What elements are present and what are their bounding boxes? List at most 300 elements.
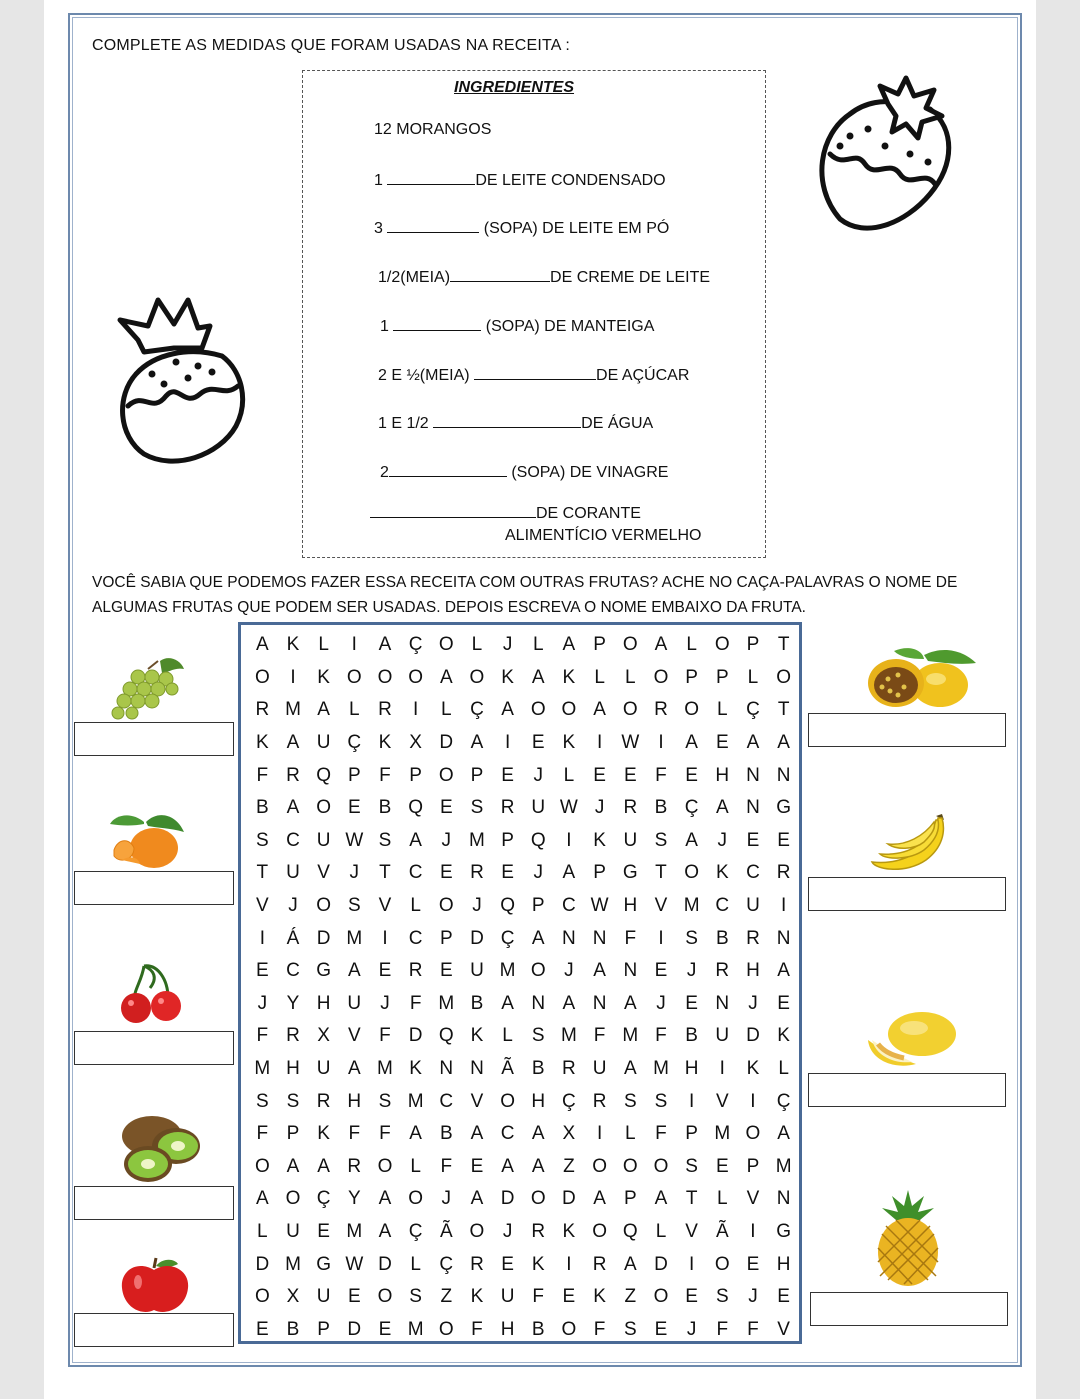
word-search-letter[interactable]: J bbox=[502, 1220, 513, 1242]
word-search-letter[interactable]: L bbox=[502, 1025, 513, 1047]
word-search-letter[interactable]: F bbox=[348, 1123, 361, 1145]
word-search-letter[interactable]: O bbox=[653, 1155, 669, 1177]
word-search-letter[interactable]: S bbox=[470, 797, 484, 819]
word-search-letter[interactable]: H bbox=[715, 764, 730, 786]
word-search-letter[interactable]: B bbox=[286, 1318, 300, 1340]
word-search-letter[interactable]: E bbox=[470, 1155, 484, 1177]
word-search-letter[interactable]: A bbox=[593, 1188, 606, 1210]
word-search-letter[interactable]: X bbox=[562, 1123, 576, 1145]
word-search-letter[interactable]: P bbox=[593, 634, 606, 656]
word-search-letter[interactable]: J bbox=[472, 895, 482, 917]
word-search-letter[interactable]: L bbox=[440, 699, 452, 721]
word-search-letter[interactable]: N bbox=[715, 992, 730, 1014]
word-search-letter[interactable]: S bbox=[715, 1286, 729, 1308]
word-search-letter[interactable]: Q bbox=[438, 1025, 454, 1047]
word-search-letter[interactable]: J bbox=[594, 797, 605, 819]
word-search-letter[interactable]: U bbox=[316, 829, 331, 851]
word-search-letter[interactable]: T bbox=[777, 699, 790, 721]
word-search-letter[interactable]: A bbox=[654, 1188, 668, 1210]
word-search-letter[interactable]: J bbox=[717, 829, 728, 851]
word-search-letter[interactable]: B bbox=[654, 797, 668, 819]
word-search-letter[interactable]: K bbox=[531, 1253, 545, 1275]
word-search-letter[interactable]: P bbox=[746, 1155, 760, 1177]
word-search-letter[interactable]: I bbox=[596, 732, 603, 754]
word-search-letter[interactable]: S bbox=[255, 829, 269, 851]
word-search-letter[interactable]: O bbox=[408, 666, 424, 688]
word-search-letter[interactable]: O bbox=[653, 1286, 669, 1308]
word-search-letter[interactable]: H bbox=[286, 1058, 300, 1080]
word-search-letter[interactable]: A bbox=[378, 1220, 392, 1242]
word-search-letter[interactable]: H bbox=[776, 1253, 791, 1275]
word-search-letter[interactable]: I bbox=[719, 1058, 725, 1080]
word-search-letter[interactable]: S bbox=[347, 895, 361, 917]
word-search-letter[interactable]: V bbox=[347, 1025, 361, 1047]
word-search-letter[interactable]: J bbox=[656, 992, 666, 1014]
word-search-letter[interactable]: Y bbox=[347, 1188, 361, 1210]
word-search-letter[interactable]: E bbox=[654, 960, 668, 982]
word-search-letter[interactable]: E bbox=[347, 797, 361, 819]
word-search-letter[interactable]: F bbox=[624, 927, 637, 949]
word-search-letter[interactable]: Q bbox=[530, 829, 546, 851]
word-search-letter[interactable]: R bbox=[623, 797, 638, 819]
word-search-letter[interactable]: A bbox=[562, 862, 576, 884]
word-search-letter[interactable]: O bbox=[469, 1220, 485, 1242]
word-search-letter[interactable]: L bbox=[655, 1220, 667, 1242]
word-search-letter[interactable]: O bbox=[776, 666, 792, 688]
word-search-letter[interactable]: M bbox=[285, 1253, 301, 1275]
word-search-letter[interactable]: F bbox=[256, 1123, 269, 1145]
word-search-letter[interactable]: P bbox=[685, 1123, 698, 1145]
word-search-letter[interactable]: W bbox=[559, 797, 578, 819]
word-search-letter[interactable]: J bbox=[686, 960, 697, 982]
word-search-letter[interactable]: R bbox=[531, 1220, 546, 1242]
answer-box-apple[interactable] bbox=[74, 1313, 234, 1347]
word-search-letter[interactable]: A bbox=[531, 1155, 545, 1177]
word-search-letter[interactable]: P bbox=[409, 764, 422, 786]
word-search-letter[interactable]: R bbox=[378, 699, 392, 721]
word-search-letter[interactable]: M bbox=[377, 1058, 393, 1080]
word-search-letter[interactable]: A bbox=[286, 1155, 300, 1177]
word-search-letter[interactable]: E bbox=[777, 829, 790, 851]
word-search-letter[interactable]: X bbox=[409, 732, 422, 754]
word-search-letter[interactable]: S bbox=[623, 1318, 637, 1340]
word-search-letter[interactable]: Y bbox=[286, 992, 300, 1014]
word-search-letter[interactable]: Z bbox=[563, 1155, 575, 1177]
word-search-letter[interactable]: O bbox=[714, 634, 730, 656]
word-search-letter[interactable]: N bbox=[439, 1058, 454, 1080]
word-search-letter[interactable]: F bbox=[655, 764, 667, 786]
word-search-letter[interactable]: O bbox=[438, 1318, 454, 1340]
word-search-letter[interactable]: A bbox=[777, 732, 790, 754]
word-search-letter[interactable]: G bbox=[622, 862, 638, 884]
word-search-letter[interactable]: D bbox=[500, 1188, 515, 1210]
word-search-letter[interactable]: K bbox=[715, 862, 729, 884]
word-search-letter[interactable]: O bbox=[714, 1253, 730, 1275]
word-search-letter[interactable]: A bbox=[470, 732, 484, 754]
answer-box-melon[interactable] bbox=[808, 1073, 1006, 1107]
word-search-letter[interactable]: F bbox=[655, 1123, 667, 1145]
word-search-letter[interactable]: Ã bbox=[439, 1220, 453, 1242]
word-search-letter[interactable]: A bbox=[255, 634, 269, 656]
word-search-letter[interactable]: I bbox=[750, 1220, 756, 1242]
word-search-letter[interactable]: O bbox=[316, 797, 332, 819]
word-search-letter[interactable]: E bbox=[347, 1286, 361, 1308]
word-search-letter[interactable]: A bbox=[501, 699, 514, 721]
word-search-letter[interactable]: M bbox=[438, 992, 455, 1014]
word-search-letter[interactable]: Z bbox=[624, 1286, 637, 1308]
word-search-letter[interactable]: E bbox=[746, 829, 760, 851]
word-search-letter[interactable]: O bbox=[622, 699, 638, 721]
word-search-letter[interactable]: Ç bbox=[316, 1188, 331, 1210]
word-search-letter[interactable]: A bbox=[531, 1123, 545, 1145]
word-search-letter[interactable]: Ã bbox=[715, 1220, 729, 1242]
word-search-letter[interactable]: O bbox=[254, 1155, 270, 1177]
word-search-letter[interactable]: J bbox=[441, 829, 452, 851]
word-search-letter[interactable]: K bbox=[593, 1286, 606, 1308]
word-search-letter[interactable]: J bbox=[257, 992, 268, 1014]
word-search-letter[interactable]: L bbox=[563, 764, 575, 786]
word-search-letter[interactable]: L bbox=[594, 666, 605, 688]
word-search-letter[interactable]: Ç bbox=[408, 1220, 423, 1242]
word-search-letter[interactable]: P bbox=[439, 927, 453, 949]
word-search-letter[interactable]: L bbox=[778, 1058, 789, 1080]
word-search-letter[interactable]: D bbox=[562, 1188, 576, 1210]
word-search-letter[interactable]: D bbox=[470, 927, 484, 949]
word-search-letter[interactable]: A bbox=[593, 960, 606, 982]
word-search-letter[interactable]: L bbox=[410, 1155, 421, 1177]
word-search-letter[interactable]: D bbox=[408, 1025, 423, 1047]
word-search-letter[interactable]: O bbox=[254, 1286, 270, 1308]
word-search-letter[interactable]: K bbox=[470, 1286, 484, 1308]
answer-box-tangerine[interactable] bbox=[74, 871, 234, 905]
word-search-letter[interactable]: O bbox=[377, 1155, 393, 1177]
word-search-letter[interactable]: H bbox=[347, 1090, 362, 1112]
word-search-letter[interactable]: N bbox=[623, 960, 638, 982]
word-search-letter[interactable]: T bbox=[256, 862, 269, 884]
word-search-letter[interactable]: U bbox=[286, 862, 300, 884]
word-search-letter[interactable]: Ç bbox=[562, 1090, 576, 1112]
word-search-letter[interactable]: L bbox=[717, 1188, 728, 1210]
answer-box-grapes[interactable] bbox=[74, 722, 234, 756]
word-search-letter[interactable]: J bbox=[533, 862, 543, 884]
word-search-letter[interactable]: E bbox=[562, 1286, 576, 1308]
word-search-letter[interactable]: R bbox=[562, 1058, 576, 1080]
word-search-letter[interactable]: B bbox=[531, 1318, 545, 1340]
word-search-letter[interactable]: A bbox=[439, 666, 453, 688]
word-search-letter[interactable]: F bbox=[747, 1318, 759, 1340]
word-search-letter[interactable]: H bbox=[316, 992, 331, 1014]
word-search-letter[interactable]: Q bbox=[408, 797, 424, 819]
word-search-letter[interactable]: A bbox=[654, 634, 668, 656]
word-search-letter[interactable]: A bbox=[531, 666, 545, 688]
word-search-letter[interactable]: A bbox=[531, 927, 545, 949]
word-search-letter[interactable]: A bbox=[347, 1058, 361, 1080]
word-search-letter[interactable]: Q bbox=[316, 764, 332, 786]
word-search-letter[interactable]: J bbox=[502, 634, 513, 656]
word-search-letter[interactable]: S bbox=[378, 1090, 392, 1112]
word-search-letter[interactable]: H bbox=[684, 1058, 699, 1080]
word-search-letter[interactable]: E bbox=[501, 862, 514, 884]
word-search-letter[interactable]: L bbox=[686, 634, 697, 656]
word-search-letter[interactable]: S bbox=[255, 1090, 269, 1112]
word-search-letter[interactable]: W bbox=[345, 829, 364, 851]
word-search-letter[interactable]: O bbox=[346, 666, 362, 688]
word-search-letter[interactable]: R bbox=[592, 1253, 607, 1275]
word-search-letter[interactable]: I bbox=[689, 1090, 695, 1112]
word-search-letter[interactable]: O bbox=[377, 666, 393, 688]
word-search-letter[interactable]: A bbox=[378, 1188, 392, 1210]
word-search-letter[interactable]: K bbox=[255, 732, 269, 754]
word-search-letter[interactable]: U bbox=[531, 797, 546, 819]
word-search-letter[interactable]: M bbox=[775, 1155, 792, 1177]
word-search-letter[interactable]: S bbox=[531, 1025, 545, 1047]
word-search-letter[interactable]: B bbox=[378, 797, 392, 819]
word-search-letter[interactable]: R bbox=[776, 862, 791, 884]
word-search-letter[interactable]: A bbox=[255, 1188, 269, 1210]
word-search-letter[interactable]: C bbox=[746, 862, 760, 884]
word-search-letter[interactable]: M bbox=[714, 1123, 731, 1145]
word-search-letter[interactable]: N bbox=[470, 1058, 484, 1080]
word-search-letter[interactable]: C bbox=[286, 960, 300, 982]
word-search-letter[interactable]: H bbox=[746, 960, 760, 982]
word-search-letter[interactable]: V bbox=[777, 1318, 790, 1340]
word-search-letter[interactable]: U bbox=[623, 829, 638, 851]
word-search-letter[interactable]: G bbox=[776, 797, 792, 819]
word-search-letter[interactable]: F bbox=[532, 1286, 545, 1308]
word-search-letter[interactable]: G bbox=[776, 1220, 792, 1242]
word-search-letter[interactable]: N bbox=[531, 992, 546, 1014]
word-search-letter[interactable]: E bbox=[317, 1220, 330, 1242]
word-search-letter[interactable]: O bbox=[561, 1318, 577, 1340]
word-search-letter[interactable]: K bbox=[470, 1025, 484, 1047]
word-search-letter[interactable]: B bbox=[439, 1123, 453, 1145]
word-search-letter[interactable]: A bbox=[378, 634, 392, 656]
word-search-letter[interactable]: M bbox=[653, 1058, 669, 1080]
word-search-letter[interactable]: U bbox=[286, 1220, 300, 1242]
word-search-letter[interactable]: K bbox=[562, 732, 576, 754]
word-search-letter[interactable]: K bbox=[317, 666, 330, 688]
answer-box-pineapple[interactable] bbox=[810, 1292, 1008, 1326]
word-search-letter[interactable]: E bbox=[439, 862, 453, 884]
word-search-letter[interactable]: A bbox=[470, 1123, 484, 1145]
word-search-letter[interactable]: A bbox=[562, 992, 576, 1014]
word-search-letter[interactable]: F bbox=[440, 1155, 453, 1177]
word-search-letter[interactable]: A bbox=[286, 797, 300, 819]
word-search-letter[interactable]: G bbox=[316, 1253, 332, 1275]
word-search-letter[interactable]: I bbox=[504, 732, 511, 754]
word-search-letter[interactable]: E bbox=[501, 1253, 514, 1275]
word-search-letter[interactable]: R bbox=[746, 927, 760, 949]
word-search-letter[interactable]: P bbox=[470, 764, 484, 786]
word-search-letter[interactable]: V bbox=[317, 862, 330, 884]
word-search-letter[interactable]: O bbox=[622, 1155, 638, 1177]
word-search-letter[interactable]: A bbox=[593, 699, 606, 721]
word-search-letter[interactable]: X bbox=[286, 1286, 300, 1308]
word-search-letter[interactable]: L bbox=[471, 634, 483, 656]
word-search-letter[interactable]: E bbox=[255, 1318, 269, 1340]
word-search-letter[interactable]: D bbox=[255, 1253, 270, 1275]
word-search-letter[interactable]: E bbox=[685, 764, 698, 786]
word-search-letter[interactable]: M bbox=[560, 1025, 577, 1047]
word-search-letter[interactable]: P bbox=[685, 666, 698, 688]
word-search-letter[interactable]: O bbox=[684, 699, 700, 721]
word-search-letter[interactable]: E bbox=[439, 797, 453, 819]
word-search-letter[interactable]: H bbox=[623, 895, 638, 917]
word-search-letter[interactable]: V bbox=[746, 1188, 760, 1210]
word-search-letter[interactable]: E bbox=[777, 992, 790, 1014]
word-search-letter[interactable]: A bbox=[317, 699, 330, 721]
word-search-letter[interactable]: Ç bbox=[684, 797, 699, 819]
word-search-letter[interactable]: O bbox=[316, 895, 332, 917]
word-search-letter[interactable]: U bbox=[470, 960, 484, 982]
word-search-letter[interactable]: U bbox=[316, 732, 331, 754]
word-search-letter[interactable]: K bbox=[562, 666, 576, 688]
word-search-letter[interactable]: D bbox=[439, 732, 454, 754]
word-search-letter[interactable]: M bbox=[346, 927, 363, 949]
word-search-letter[interactable]: K bbox=[593, 829, 606, 851]
word-search-letter[interactable]: J bbox=[288, 895, 298, 917]
word-search-letter[interactable]: J bbox=[380, 992, 390, 1014]
word-search-letter[interactable]: P bbox=[317, 1318, 330, 1340]
word-search-letter[interactable]: W bbox=[590, 895, 609, 917]
word-search-letter[interactable]: O bbox=[530, 1188, 546, 1210]
word-search-letter[interactable]: O bbox=[285, 1188, 301, 1210]
word-search-letter[interactable]: N bbox=[592, 927, 607, 949]
word-search-letter[interactable]: Ã bbox=[501, 1058, 514, 1080]
word-search-letter[interactable]: N bbox=[592, 992, 607, 1014]
word-search-letter[interactable]: A bbox=[623, 1253, 637, 1275]
word-search-letter[interactable]: S bbox=[286, 1090, 300, 1112]
word-search-letter[interactable]: E bbox=[255, 960, 269, 982]
word-search-letter[interactable]: M bbox=[285, 699, 301, 721]
word-search-letter[interactable]: Ç bbox=[776, 1090, 791, 1112]
word-search-letter[interactable]: K bbox=[317, 1123, 330, 1145]
word-search-letter[interactable]: T bbox=[379, 862, 391, 884]
word-search-letter[interactable]: R bbox=[347, 1155, 362, 1177]
word-search-letter[interactable]: O bbox=[408, 1188, 424, 1210]
word-search-letter[interactable]: E bbox=[378, 1318, 392, 1340]
word-search-letter[interactable]: A bbox=[347, 960, 361, 982]
word-search-letter[interactable]: R bbox=[500, 797, 515, 819]
word-search-letter[interactable]: E bbox=[623, 764, 637, 786]
word-search-letter[interactable]: K bbox=[378, 732, 392, 754]
word-search-letter[interactable]: L bbox=[410, 895, 421, 917]
word-search-letter[interactable]: P bbox=[286, 1123, 300, 1145]
word-search-letter[interactable]: C bbox=[408, 862, 423, 884]
word-search-letter[interactable]: A bbox=[501, 992, 514, 1014]
word-search-letter[interactable]: E bbox=[654, 1318, 668, 1340]
word-search-letter[interactable]: K bbox=[746, 1058, 760, 1080]
word-search-letter[interactable]: C bbox=[562, 895, 576, 917]
word-search-letter[interactable]: D bbox=[316, 927, 331, 949]
word-search-letter[interactable]: E bbox=[777, 1286, 790, 1308]
word-search-letter[interactable]: P bbox=[593, 862, 606, 884]
word-search-letter[interactable]: F bbox=[655, 1025, 667, 1047]
word-search-letter[interactable]: R bbox=[470, 862, 484, 884]
word-search-letter[interactable]: E bbox=[746, 1253, 760, 1275]
word-search-letter[interactable]: Q bbox=[622, 1220, 638, 1242]
word-search-letter[interactable]: O bbox=[530, 960, 546, 982]
word-search-letter[interactable]: P bbox=[746, 634, 760, 656]
word-search-letter[interactable]: L bbox=[410, 1253, 421, 1275]
word-search-letter[interactable]: R bbox=[286, 1025, 300, 1047]
word-search-letter[interactable]: F bbox=[593, 1025, 606, 1047]
word-search-letter[interactable]: Ç bbox=[470, 699, 484, 721]
word-search-letter[interactable]: A bbox=[777, 960, 790, 982]
word-search-letter[interactable]: D bbox=[347, 1318, 362, 1340]
word-search-letter[interactable]: I bbox=[566, 829, 572, 851]
word-search-letter[interactable]: L bbox=[747, 666, 759, 688]
answer-box-passion-fruit[interactable] bbox=[808, 713, 1006, 747]
word-search-letter[interactable]: A bbox=[715, 797, 729, 819]
word-search-letter[interactable]: I bbox=[689, 1253, 695, 1275]
word-search-letter[interactable]: I bbox=[566, 1253, 572, 1275]
word-search-letter[interactable]: J bbox=[686, 1318, 697, 1340]
word-search-letter[interactable]: D bbox=[378, 1253, 392, 1275]
word-search-letter[interactable]: P bbox=[623, 1188, 637, 1210]
word-search-letter[interactable]: C bbox=[408, 927, 423, 949]
word-search-letter[interactable]: M bbox=[622, 1025, 639, 1047]
word-search-letter[interactable]: O bbox=[530, 699, 546, 721]
word-search-letter[interactable]: Ç bbox=[347, 732, 362, 754]
word-search-letter[interactable]: A bbox=[623, 1058, 637, 1080]
word-search-letter[interactable]: K bbox=[286, 634, 300, 656]
word-search-letter[interactable]: O bbox=[622, 634, 638, 656]
word-search-letter[interactable]: L bbox=[532, 634, 544, 656]
word-search-letter[interactable]: Á bbox=[286, 927, 300, 949]
word-search-letter[interactable]: X bbox=[317, 1025, 330, 1047]
answer-box-banana[interactable] bbox=[808, 877, 1006, 911]
word-search-letter[interactable]: E bbox=[685, 992, 698, 1014]
word-search-letter[interactable]: A bbox=[685, 829, 698, 851]
word-search-letter[interactable]: R bbox=[654, 699, 668, 721]
word-search-letter[interactable]: U bbox=[500, 1286, 515, 1308]
word-search-letter[interactable]: V bbox=[378, 895, 392, 917]
word-search-letter[interactable]: V bbox=[654, 895, 668, 917]
word-search-letter[interactable]: E bbox=[715, 1155, 729, 1177]
word-search-letter[interactable]: A bbox=[562, 634, 576, 656]
word-search-letter[interactable]: F bbox=[471, 1318, 483, 1340]
word-search-letter[interactable]: D bbox=[654, 1253, 668, 1275]
word-search-letter[interactable]: P bbox=[347, 764, 361, 786]
word-search-letter[interactable]: C bbox=[715, 895, 730, 917]
word-search-letter[interactable]: Z bbox=[440, 1286, 453, 1308]
word-search-letter[interactable]: F bbox=[409, 992, 422, 1014]
word-search-letter[interactable]: V bbox=[715, 1090, 729, 1112]
word-search-letter[interactable]: A bbox=[623, 992, 637, 1014]
word-search-letter[interactable]: F bbox=[256, 764, 269, 786]
word-search-letter[interactable]: I bbox=[780, 895, 787, 917]
word-search-letter[interactable]: O bbox=[254, 666, 270, 688]
word-search-letter[interactable]: F bbox=[379, 1123, 391, 1145]
word-search-letter[interactable]: M bbox=[407, 1318, 424, 1340]
word-search-letter[interactable]: O bbox=[745, 1123, 761, 1145]
word-search-letter[interactable]: Ç bbox=[439, 1253, 454, 1275]
word-search-letter[interactable]: R bbox=[470, 1253, 484, 1275]
word-search-letter[interactable]: J bbox=[564, 960, 574, 982]
word-search-letter[interactable]: V bbox=[470, 1090, 484, 1112]
word-search-letter[interactable]: R bbox=[715, 960, 730, 982]
word-search-letter[interactable]: C bbox=[439, 1090, 454, 1112]
word-search-letter[interactable]: I bbox=[382, 927, 388, 949]
word-search-letter[interactable]: A bbox=[470, 1188, 484, 1210]
word-search-letter[interactable]: N bbox=[776, 1188, 791, 1210]
word-search-letter[interactable]: A bbox=[317, 1155, 330, 1177]
word-search-letter[interactable]: U bbox=[746, 895, 760, 917]
word-search-letter[interactable]: U bbox=[592, 1058, 607, 1080]
word-search-letter[interactable]: L bbox=[625, 1123, 636, 1145]
word-search-letter[interactable]: N bbox=[776, 764, 791, 786]
